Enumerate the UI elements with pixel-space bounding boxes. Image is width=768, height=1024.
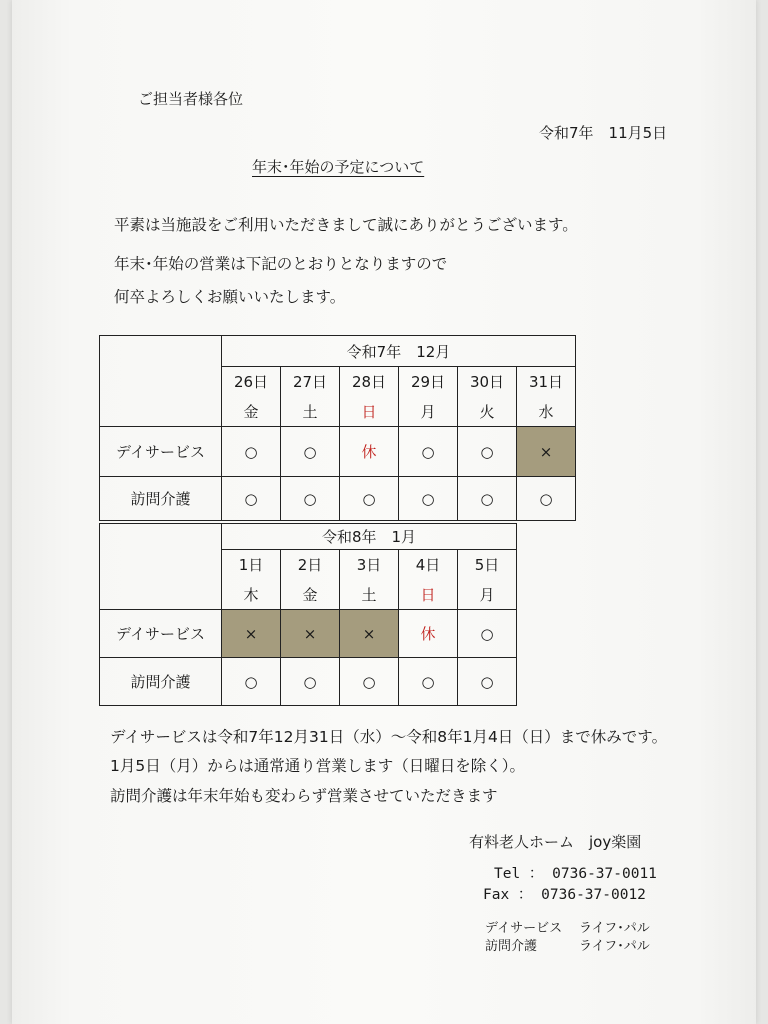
day-cell: 5日 xyxy=(458,550,517,580)
status-cell-closed: × xyxy=(281,610,340,658)
status-cell: ○ xyxy=(340,477,399,521)
weekday-cell: 土 xyxy=(340,580,399,610)
day-cell: 2日 xyxy=(281,550,340,580)
status-cell: ○ xyxy=(281,477,340,521)
notice-title: 年末･年始の予定について xyxy=(252,158,425,176)
dayservice-row xyxy=(100,610,517,658)
status-cell: ○ xyxy=(281,658,340,706)
status-cell: ○ xyxy=(281,427,340,477)
month-header: 令和8年 1月 xyxy=(222,524,517,550)
row-label-homecare: 訪問介護 xyxy=(100,477,222,521)
day-cell: 3日 xyxy=(340,550,399,580)
homecare-row xyxy=(100,477,576,521)
weekday-row xyxy=(100,397,576,427)
schedule-table-december xyxy=(99,335,576,521)
day-row xyxy=(100,367,576,397)
weekday-cell-sunday: 日 xyxy=(340,397,399,427)
status-cell: ○ xyxy=(458,610,517,658)
weekday-row xyxy=(100,580,517,610)
row-label-dayservice: デイサービス xyxy=(100,427,222,477)
blank-header-cell xyxy=(100,524,222,550)
status-cell: ○ xyxy=(517,477,576,521)
service-provider: ライフ･パル xyxy=(579,939,650,954)
homecare-row xyxy=(100,658,517,706)
status-cell: ○ xyxy=(458,427,517,477)
month-row xyxy=(100,336,576,367)
intro-line-1: 平素は当施設をご利用いただきまして誠にありがとうございます。 xyxy=(114,216,578,234)
note-line-3: 訪問介護は年末年始も変わらず営業させていただきます xyxy=(110,787,498,805)
day-cell: 27日 xyxy=(281,367,340,397)
weekday-cell: 月 xyxy=(458,580,517,610)
month-header: 令和7年 12月 xyxy=(222,336,576,367)
status-cell: ○ xyxy=(458,658,517,706)
weekday-cell: 金 xyxy=(222,397,281,427)
day-cell: 30日 xyxy=(458,367,517,397)
telephone-number: Tel ： 0736-37-0011 xyxy=(494,866,657,882)
day-cell: 29日 xyxy=(399,367,458,397)
dayservice-row xyxy=(100,427,576,477)
schedule-table-january xyxy=(99,523,517,706)
company-name: 有料老人ホーム joy楽園 xyxy=(469,833,642,851)
weekday-cell: 木 xyxy=(222,580,281,610)
day-cell: 28日 xyxy=(340,367,399,397)
intro-line-3: 何卒よろしくお願いいたします。 xyxy=(114,288,346,306)
month-row xyxy=(100,524,517,550)
status-cell-holiday: 休 xyxy=(340,427,399,477)
day-cell: 1日 xyxy=(222,550,281,580)
day-cell: 4日 xyxy=(399,550,458,580)
status-cell: ○ xyxy=(222,658,281,706)
status-cell-closed: × xyxy=(340,610,399,658)
service-name: 訪問介護 xyxy=(485,939,538,954)
row-label-dayservice: デイサービス xyxy=(100,610,222,658)
day-cell: 26日 xyxy=(222,367,281,397)
recipient-line: ご担当者様各位 xyxy=(138,90,244,108)
status-cell-holiday: 休 xyxy=(399,610,458,658)
weekday-cell: 水 xyxy=(517,397,576,427)
service-provider: ライフ･パル xyxy=(579,921,650,936)
notice-date: 令和7年 11月5日 xyxy=(539,124,668,142)
weekday-cell: 金 xyxy=(281,580,340,610)
status-cell: ○ xyxy=(222,427,281,477)
status-cell: ○ xyxy=(399,427,458,477)
day-cell: 31日 xyxy=(517,367,576,397)
row-label-homecare: 訪問介護 xyxy=(100,658,222,706)
blank-header-cell xyxy=(100,336,222,367)
status-cell: ○ xyxy=(399,658,458,706)
service-name: デイサービス xyxy=(485,921,563,936)
weekday-cell: 土 xyxy=(281,397,340,427)
weekday-cell-sunday: 日 xyxy=(399,580,458,610)
note-line-1: デイサービスは令和7年12月31日（水）～令和8年1月4日（日）まで休みです。 xyxy=(110,728,668,746)
note-line-2: 1月5日（月）からは通常通り営業します（日曜日を除く）。 xyxy=(110,757,525,775)
status-cell: ○ xyxy=(340,658,399,706)
weekday-cell: 火 xyxy=(458,397,517,427)
status-cell: ○ xyxy=(399,477,458,521)
status-cell: ○ xyxy=(458,477,517,521)
fax-number: Fax ： 0736-37-0012 xyxy=(483,887,646,903)
status-cell-closed: × xyxy=(517,427,576,477)
status-cell-closed: × xyxy=(222,610,281,658)
status-cell: ○ xyxy=(222,477,281,521)
intro-line-2: 年末･年始の営業は下記のとおりとなりますので xyxy=(114,255,448,273)
day-row xyxy=(100,550,517,580)
weekday-cell: 月 xyxy=(399,397,458,427)
